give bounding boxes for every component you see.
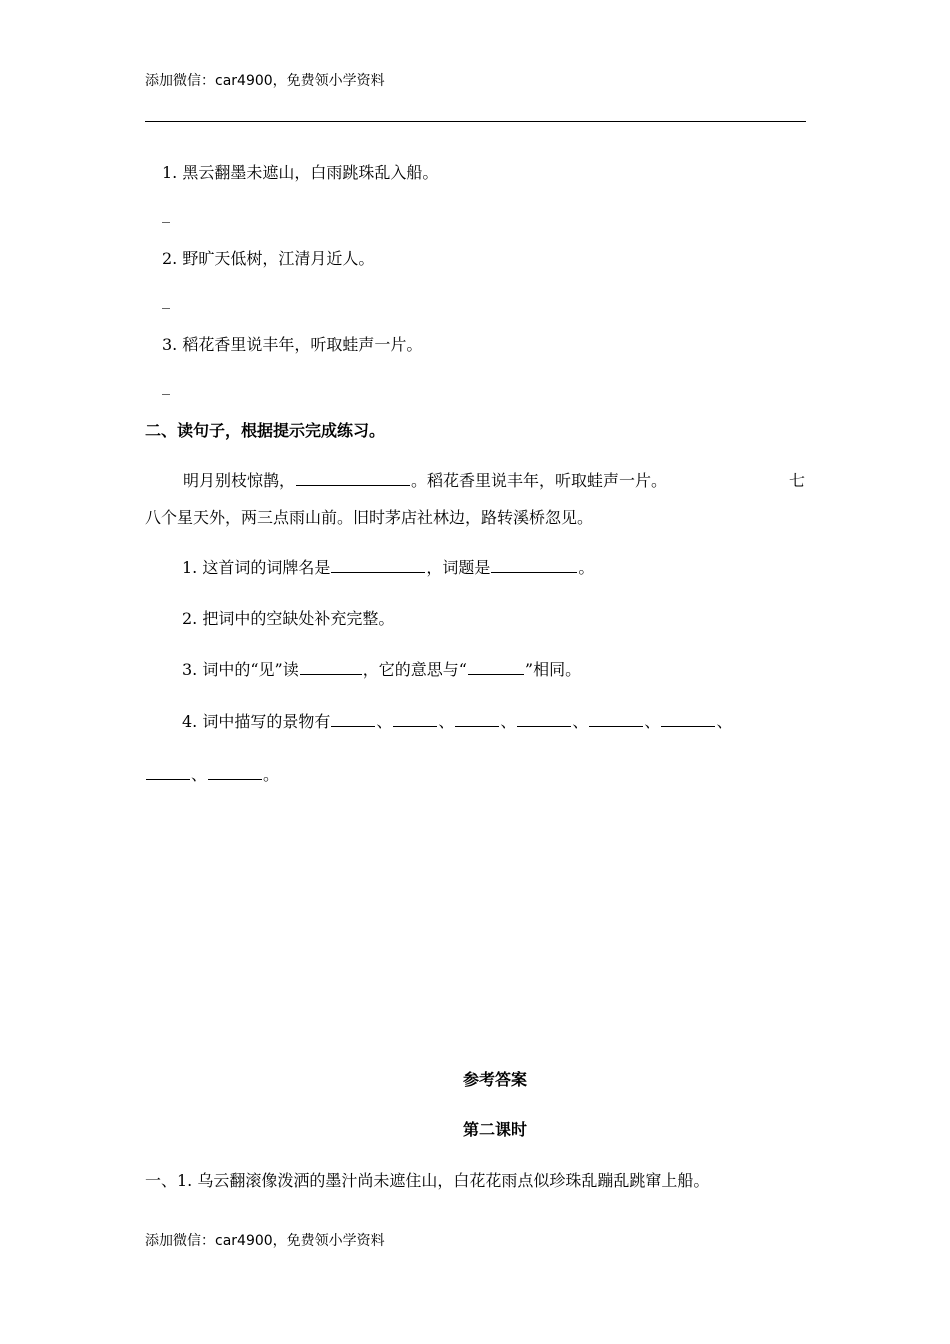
q3-end: ”相同。 — [524, 660, 582, 679]
q1-middle: ，词题是 — [426, 558, 491, 577]
q4-blank-6[interactable] — [661, 711, 715, 727]
q4-sep: 、 — [500, 712, 517, 731]
q1-prefix: 1. 这首词的词牌名是 — [182, 558, 331, 577]
answer-line-1: 一、1. 乌云翻滚像泼洒的墨汁尚未遮住山，白花花雨点似珍珠乱蹦乱跳窜上船。 — [145, 1171, 710, 1190]
q4-sep: 、 — [644, 712, 661, 731]
page-footer: 添加微信：car4900，免费领小学资料 — [145, 1233, 385, 1249]
page-header: 添加微信：car4900，免费领小学资料 — [145, 73, 385, 89]
s1-item-2: 2. 野旷天低树，江清月近人。 — [162, 249, 375, 268]
s1-answer-mark-2: _ — [162, 290, 170, 309]
q1-blank-cipai[interactable] — [331, 557, 425, 573]
question-3 — [182, 657, 581, 680]
q3-prefix: 3. 词中的“见”读 — [182, 660, 299, 679]
q4-blank-4[interactable] — [517, 711, 571, 727]
poem-part-3: 七 — [789, 471, 806, 490]
s1-answer-mark-1: _ — [162, 204, 170, 223]
q4-blank-5[interactable] — [589, 711, 643, 727]
q4-blank-2[interactable] — [393, 711, 437, 727]
question-4-line-2 — [145, 762, 279, 785]
s1-item-3: 3. 稻花香里说丰年，听取蛙声一片。 — [162, 335, 423, 354]
q4-sep: 、 — [572, 712, 589, 731]
question-4-line-1 — [182, 709, 732, 732]
question-1 — [182, 555, 594, 578]
q4-sep: 、 — [716, 712, 733, 731]
q4-blank-8[interactable] — [208, 764, 262, 780]
question-2: 2. 把词中的空缺处补充完整。 — [182, 609, 395, 628]
poem-line-2: 八个星天外，两三点雨山前。旧时茅店社林边，路转溪桥忽见。 — [145, 508, 594, 527]
section2-heading: 二、读句子，根据提示完成练习。 — [145, 421, 386, 440]
q3-blank-meaning[interactable] — [468, 659, 524, 675]
q3-middle: ，它的意思与“ — [362, 660, 467, 679]
answers-title: 参考答案 — [462, 1070, 527, 1089]
q4-sep: 、 — [438, 712, 455, 731]
q4-blank-7[interactable] — [146, 764, 190, 780]
q4-end: 。 — [263, 765, 280, 784]
q3-blank-pronunciation[interactable] — [300, 659, 362, 675]
poem-part-2: 。稻花香里说丰年，听取蛙声一片。 — [411, 471, 668, 490]
header-rule — [145, 121, 806, 122]
q4-blank-1[interactable] — [331, 711, 375, 727]
q4-sep: 、 — [191, 765, 208, 784]
q1-end: 。 — [578, 558, 595, 577]
poem-blank[interactable] — [296, 470, 410, 486]
answers-subtitle: 第二课时 — [462, 1120, 527, 1139]
q1-blank-citi[interactable] — [491, 557, 577, 573]
poem-part-1: 明月别枝惊鹊， — [183, 471, 296, 490]
s1-answer-mark-3: _ — [162, 376, 170, 395]
q4-sep: 、 — [376, 712, 393, 731]
q4-blank-3[interactable] — [455, 711, 499, 727]
s1-item-1: 1. 黑云翻墨未遮山，白雨跳珠乱入船。 — [162, 163, 439, 182]
q4-prefix: 4. 词中描写的景物有 — [182, 712, 331, 731]
poem-line-1 — [183, 468, 667, 491]
